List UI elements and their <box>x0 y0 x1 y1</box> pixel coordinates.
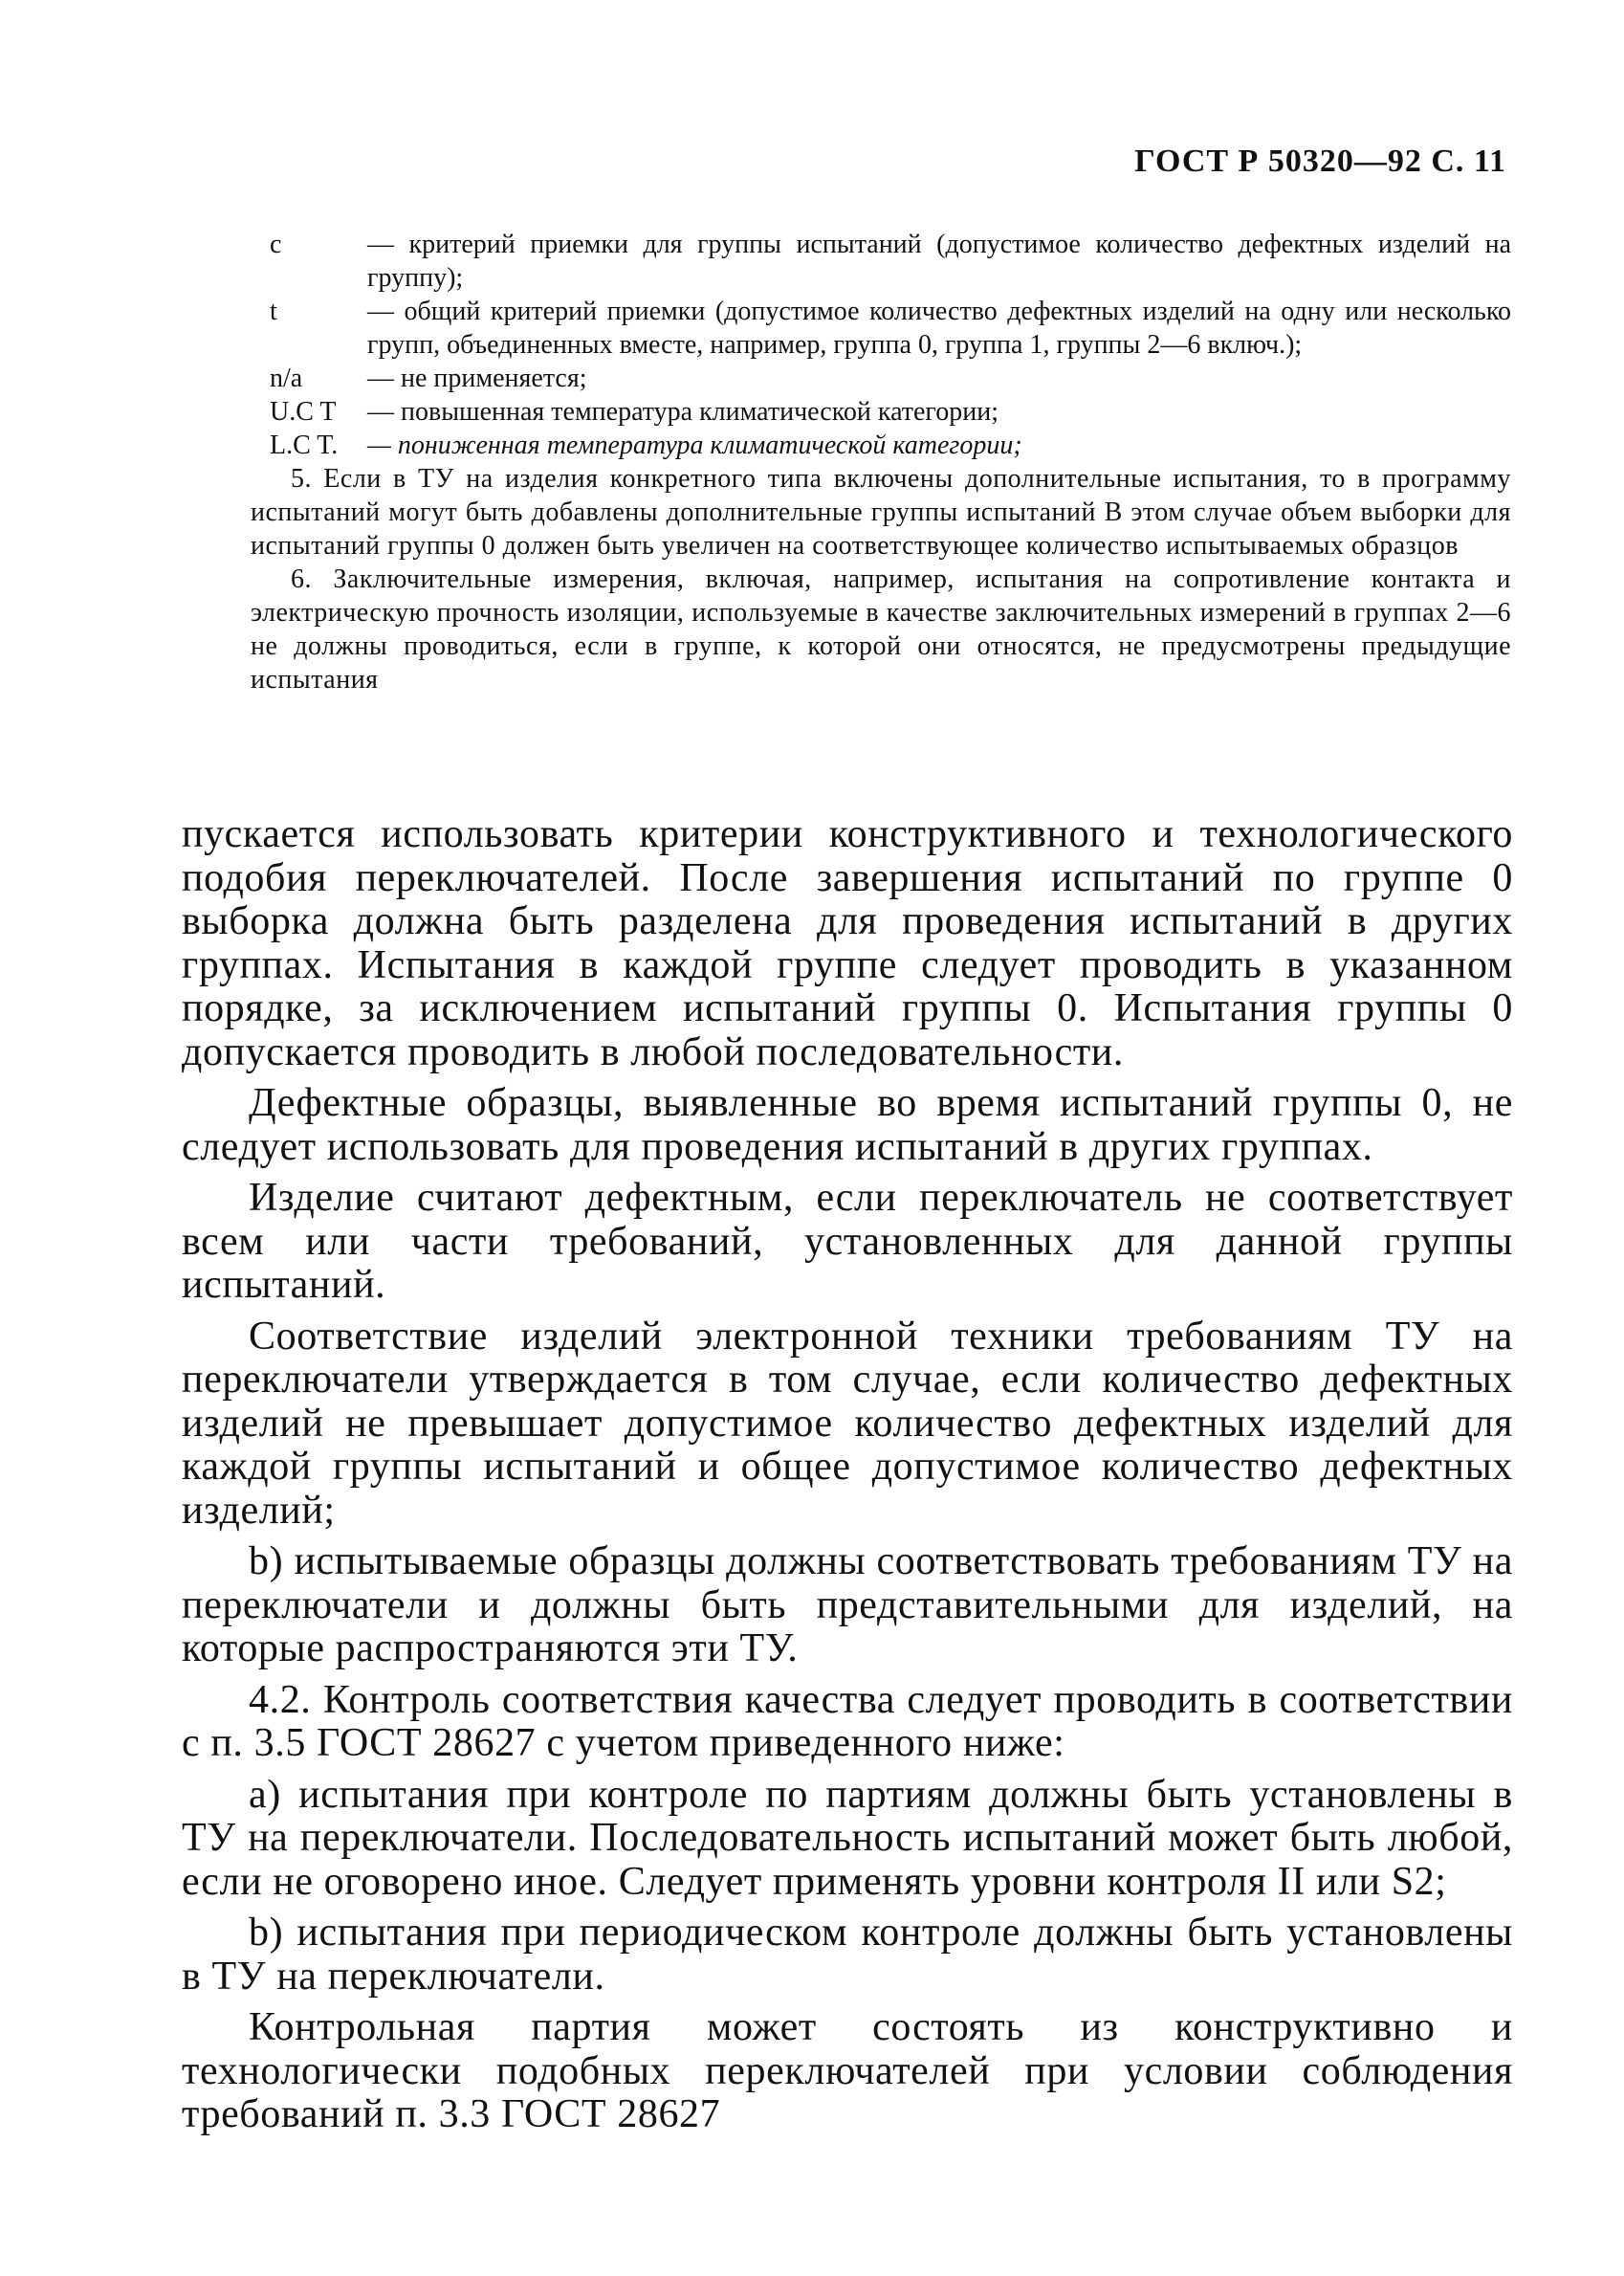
definition-text: — пониженная температура климатической категории; <box>367 431 1022 460</box>
paragraph: Изделие считают дефектным, если переключатель не соответствует всем или части требований, установленных для данной группы испытаний. <box>182 1176 1513 1307</box>
running-header: ГОСТ Р 50320—92 С. 11 <box>1134 144 1506 179</box>
definition-term: c <box>270 230 282 259</box>
definition-text: — критерий приемки для группы испытаний (допустимое количество дефектных изделий на группу); <box>367 230 1511 293</box>
paragraph: Контрольная партия может состоять из конструктивно и технологически подобных переключателей при условии соблюдения требований п. 3.3 ГОСТ 28627 <box>182 2005 1513 2136</box>
paragraph: 4.2. Контроль соответствия качества следует проводить в соответствии с п. 3.5 ГОСТ 28627 с учетом приведенного ниже: <box>182 1677 1513 1765</box>
definition-term: t <box>270 297 277 326</box>
definition-row <box>251 395 1511 429</box>
definition-row <box>251 295 1511 362</box>
paragraph: пускается использовать критерии конструктивного и технологического подобия переключателей. После завершения испытаний по группе 0 выборка должна быть разделена для проведения испытаний в других группах. Испытания в каждой группе следует проводить в указанном порядке, за исключением испытаний группы 0. Испытания группы 0 допускается проводить в любой последовательности. <box>182 812 1513 1074</box>
note-6: 6. Заключительные измерения, включая, например, испытания на сопротивление контакта и электрическую прочность изоляции, используемые в качестве заключительных измерений в группах 2—6 не должны проводиться, если в группе, к которой они относятся, не предусмотрены предыдущие испытания <box>251 564 1511 695</box>
definition-term: L.C T. <box>270 431 339 460</box>
paragraph: b) испытываемые образцы должны соответствовать требованиям ТУ на переключатели и должны быть представительными для изделий, на которые распространяются эти ТУ. <box>182 1539 1513 1670</box>
main-text <box>182 813 1513 2145</box>
definition-row <box>251 228 1511 295</box>
definition-term: U.C T <box>270 397 337 427</box>
definition-row <box>251 362 1511 395</box>
paragraph: Соответствие изделий электронной техники требованиям ТУ на переключатели утверждается в том случае, если количество дефектных изделий не превышает допустимое количество дефектных изделий для каждой группы испытаний и общее допустимое количество дефектных изделий; <box>182 1314 1513 1533</box>
note-5: 5. Если в ТУ на изделия конкретного типа включены дополнительные испытания, то в программу испытаний могут быть добавлены дополнительные группы испытаний В этом случае объем выборки для испытаний группы 0 должен быть увеличен на соответствующее количество испытываемых образцов <box>251 464 1511 561</box>
paragraph: а) испытания при контроле по партиям должны быть установлены в ТУ на переключатели. Последовательность испытаний может быть любой, если не оговорено иное. Следует применять уровни контроля II или S2; <box>182 1772 1513 1904</box>
table-notes <box>251 228 1511 696</box>
definition-text: — общий критерий приемки (допустимое количество дефектных изделий на одну или несколько групп, объединенных вместе, например, группа 0, группа 1, группы 2—6 включ.); <box>367 297 1511 360</box>
definition-row <box>251 429 1511 462</box>
definition-text: — повышенная температура климатической категории; <box>367 397 999 427</box>
paragraph: Дефектные образцы, выявленные во время испытаний группы 0, не следует использовать для проведения испытаний в других группах. <box>182 1081 1513 1169</box>
definition-term: n/a <box>270 364 303 393</box>
paragraph: b) испытания при периодическом контроле должны быть установлены в ТУ на переключатели. <box>182 1911 1513 1999</box>
definition-text: — не применяется; <box>367 364 587 393</box>
